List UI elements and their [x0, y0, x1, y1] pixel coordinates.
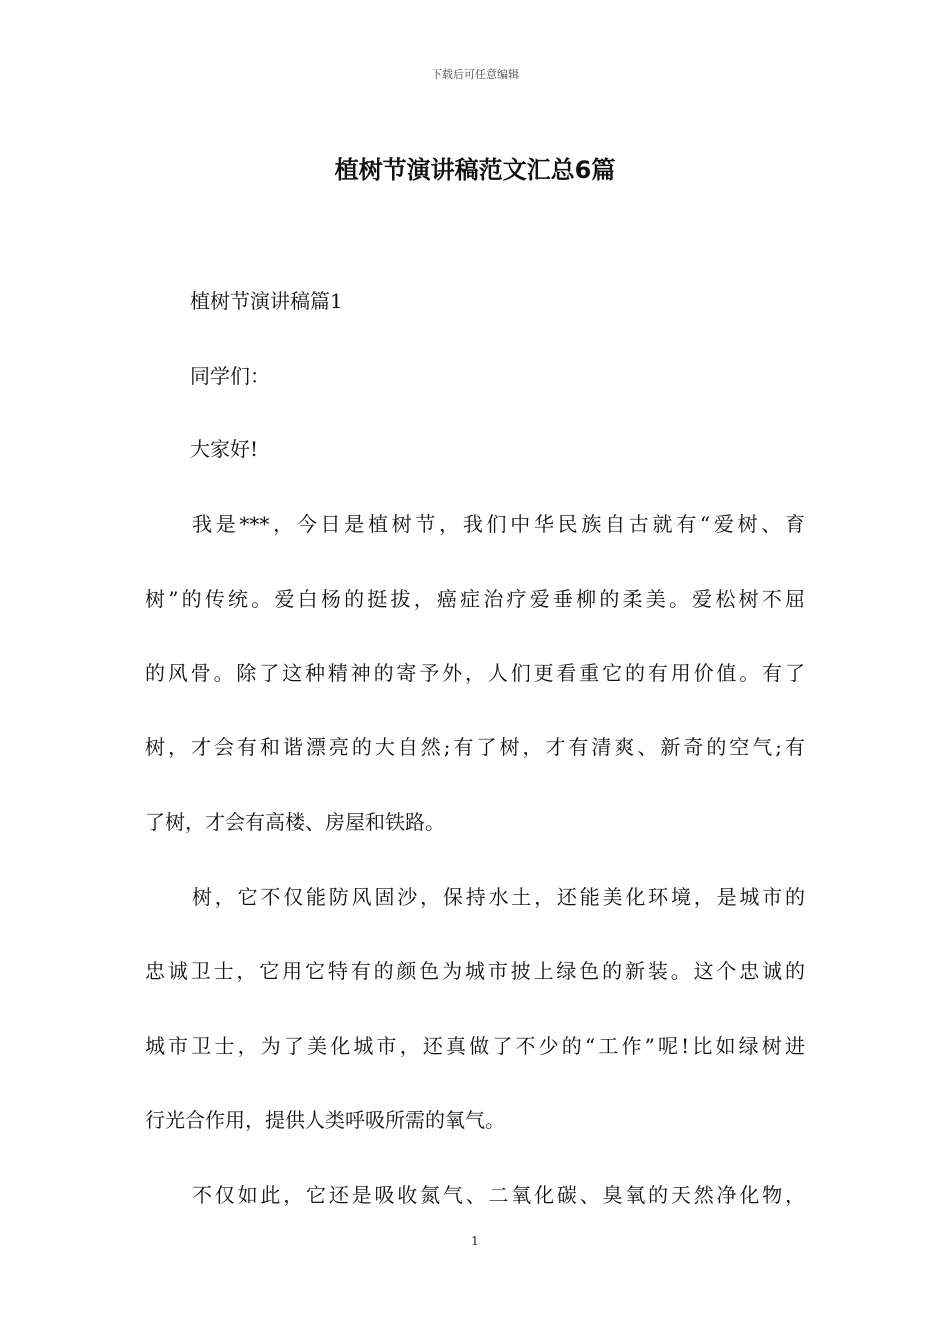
document-title: 植树节演讲稿范文汇总6篇: [334, 156, 616, 184]
greeting: 大家好!: [190, 437, 259, 461]
salutation: 同学们：: [190, 364, 270, 388]
paragraph-2-line: 城市卫士，为了美化城市，还真做了不少的“工作”呢!比如绿树进: [145, 1034, 805, 1058]
header-note: 下载后可任意编辑: [431, 68, 519, 81]
section-heading: 植树节演讲稿篇1: [190, 289, 343, 313]
paragraph-1-line: 我是***，今日是植树节，我们中华民族自古就有“爱树、育: [192, 512, 805, 536]
page-number: 1: [471, 1234, 479, 1248]
paragraph-1-line: 了树，才会有高楼、房屋和铁路。: [145, 810, 445, 834]
paragraph-2-line: 行光合作用，提供人类呼吸所需的氧气。: [145, 1108, 505, 1132]
paragraph-2-line: 树，它不仅能防风固沙，保持水土，还能美化环境，是城市的: [192, 885, 805, 909]
paragraph-1-line: 树”的传统。爱白杨的挺拔，癌症治疗爱垂柳的柔美。爱松树不屈: [145, 587, 805, 611]
paragraph-2-line: 忠诚卫士，它用它特有的颜色为城市披上绿色的新装。这个忠诚的: [145, 959, 805, 983]
paragraph-3-line: 不仅如此，它还是吸收氮气、二氧化碳、臭氧的天然净化物，: [192, 1183, 805, 1207]
paragraph-1-line: 的风骨。除了这种精神的寄予外，人们更看重它的有用价值。有了: [145, 661, 805, 685]
paragraph-1-line: 树，才会有和谐漂亮的大自然;有了树，才有清爽、新奇的空气;有: [145, 735, 805, 759]
